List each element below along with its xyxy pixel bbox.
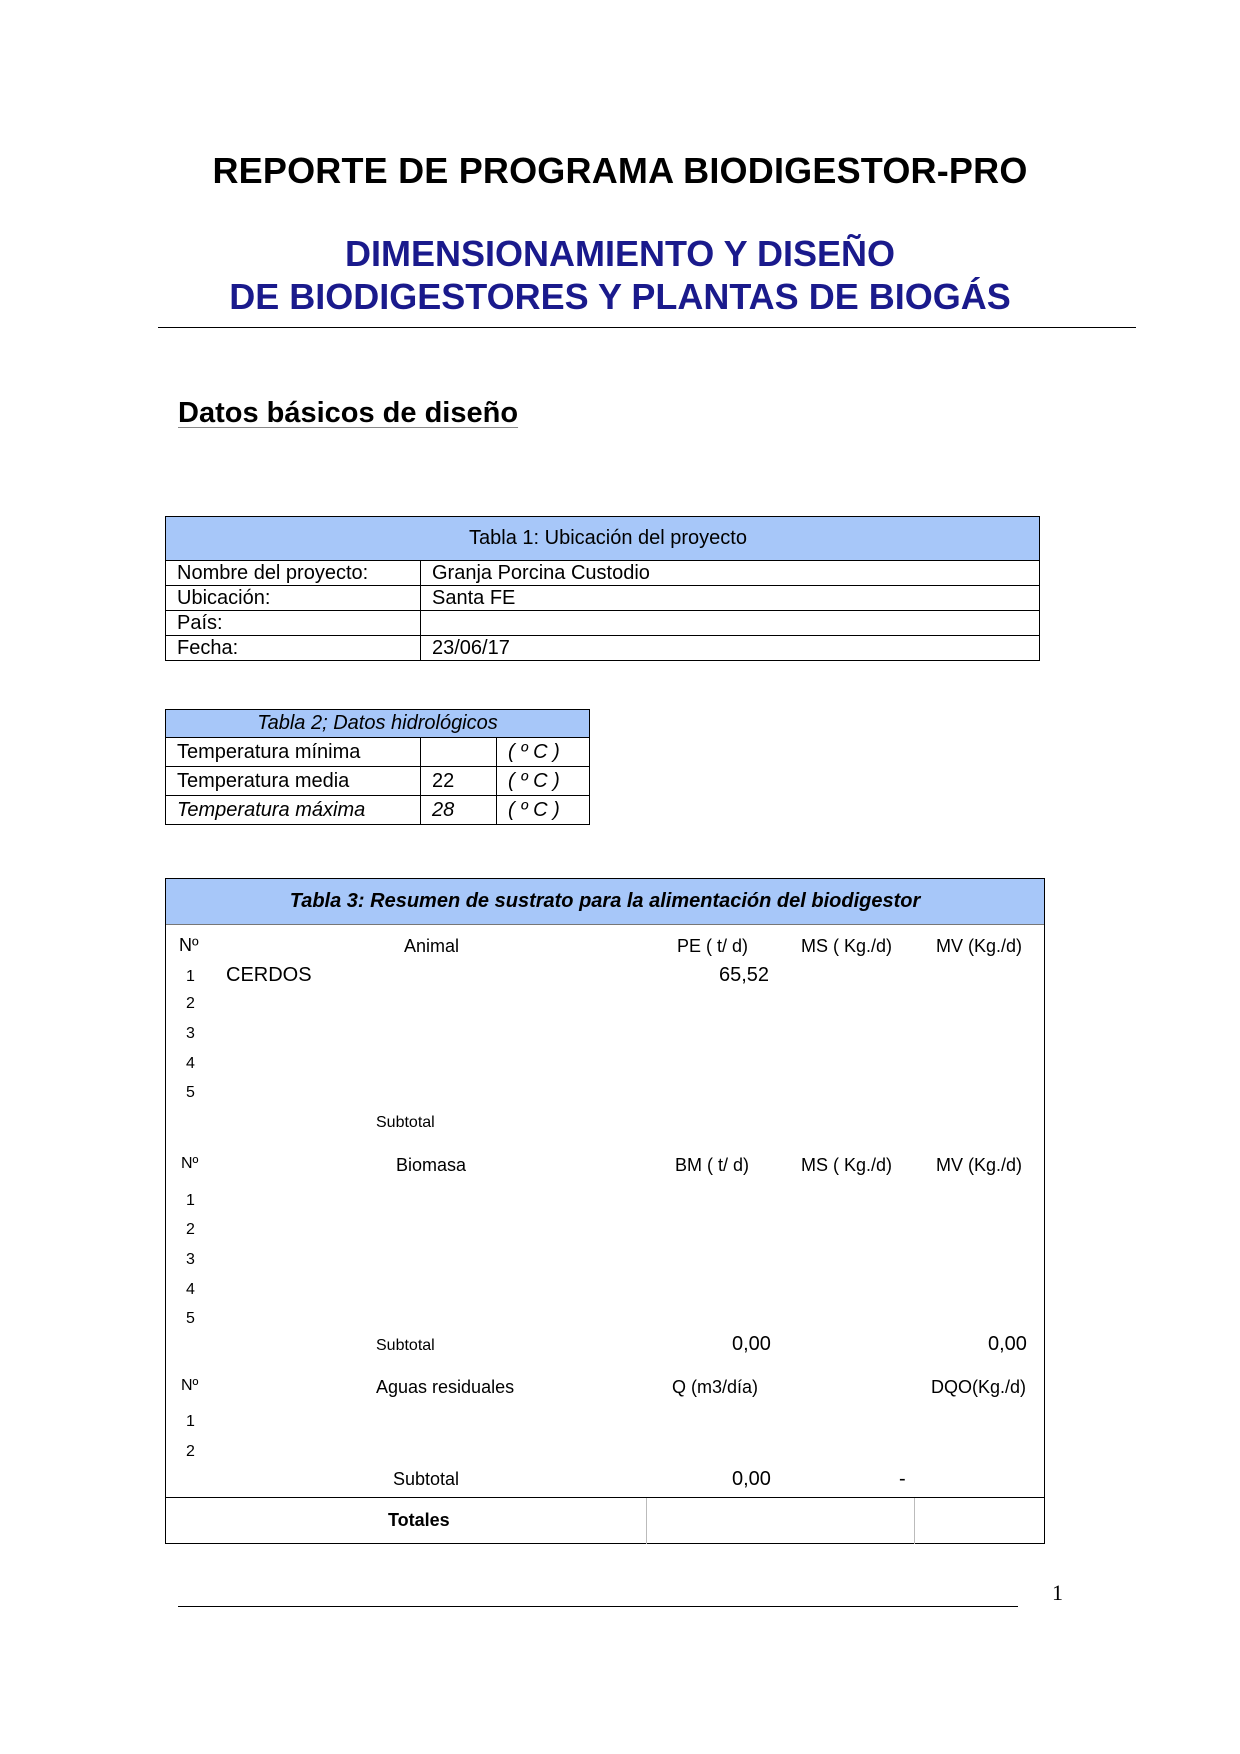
table-2-value: 22	[421, 767, 497, 796]
report-subtitle-line-1: DIMENSIONAMIENTO Y DISEÑO	[344, 233, 896, 274]
aguas-header-dqo: DQO(Kg./d)	[931, 1377, 1027, 1397]
animal-row-number: 4	[186, 1055, 195, 1072]
animal-row-number: 1	[186, 968, 195, 985]
table-hydrological-data	[165, 709, 590, 825]
biomasa-row-number: 5	[186, 1310, 195, 1327]
table-2-unit: ( º C )	[497, 738, 590, 767]
animal-header-ms: MS ( Kg./d)	[801, 936, 893, 956]
animal-row-number: 5	[186, 1084, 195, 1101]
animal-row-pe: 65,52	[719, 964, 770, 986]
table-1-title: Tabla 1: Ubicación del proyecto	[166, 517, 1040, 561]
table-1-value: 23/06/17	[421, 636, 1040, 661]
table-1-value: Granja Porcina Custodio	[421, 561, 1040, 586]
footer-rule	[178, 1606, 1018, 1607]
totals-label: Totales	[388, 1510, 450, 1530]
aguas-row-number: 2	[186, 1443, 195, 1460]
table-3-title: Tabla 3: Resumen de sustrato para la alimentación del biodigestor	[166, 879, 1044, 925]
table-2-unit: ( º C )	[497, 796, 590, 825]
page-number: 1	[1052, 1580, 1063, 1605]
biomasa-header-no: Nº	[181, 1155, 199, 1172]
aguas-subtotal-dash: -	[899, 1468, 906, 1490]
table-2-label: Temperatura máxima	[166, 796, 421, 825]
aguas-header-no: Nº	[181, 1377, 199, 1394]
aguas-row-number: 1	[186, 1413, 195, 1430]
biomasa-subtotal-bm: 0,00	[732, 1333, 771, 1355]
animal-subtotal-label: Subtotal	[376, 1114, 435, 1131]
totals-column-divider	[914, 1498, 915, 1544]
biomasa-header-name: Biomasa	[396, 1155, 467, 1175]
animal-row-name: CERDOS	[226, 964, 312, 986]
animal-header-pe: PE ( t/ d)	[677, 936, 749, 956]
biomasa-row-number: 4	[186, 1281, 195, 1298]
table-1-label: Fecha:	[166, 636, 421, 661]
aguas-subtotal-label: Subtotal	[393, 1469, 460, 1489]
header-divider	[158, 327, 1136, 328]
table-1-label: País:	[166, 611, 421, 636]
table-2-value: 28	[421, 796, 497, 825]
biomasa-row-number: 3	[186, 1251, 195, 1268]
aguas-subtotal-q: 0,00	[732, 1468, 771, 1490]
biomasa-subtotal-label: Subtotal	[376, 1337, 435, 1354]
table-2-value	[421, 738, 497, 767]
animal-row-number: 3	[186, 1025, 195, 1042]
animal-row-number: 2	[186, 995, 195, 1012]
table-1-label: Ubicación:	[166, 586, 421, 611]
table-substrate-summary	[165, 878, 1045, 1544]
table-2-title: Tabla 2; Datos hidrológicos	[166, 710, 590, 738]
biomasa-row-number: 1	[186, 1192, 195, 1209]
report-title: REPORTE DE PROGRAMA BIODIGESTOR-PRO	[212, 150, 1028, 191]
totals-row	[166, 1497, 1044, 1544]
section-heading: Datos básicos de diseño	[178, 397, 519, 429]
table-1-value	[421, 611, 1040, 636]
table-2-unit: ( º C )	[497, 767, 590, 796]
table-1-label: Nombre del proyecto:	[166, 561, 421, 586]
biomasa-header-ms: MS ( Kg./d)	[801, 1155, 893, 1175]
aguas-header-q: Q (m3/día)	[672, 1377, 759, 1397]
table-project-location	[165, 516, 1040, 661]
animal-header-no: Nº	[179, 935, 199, 955]
report-subtitle-line-2: DE BIODIGESTORES Y PLANTAS DE BIOGÁS	[229, 276, 1011, 317]
biomasa-header-mv: MV (Kg./d)	[936, 1155, 1023, 1175]
animal-header-mv: MV (Kg./d)	[936, 936, 1023, 956]
table-2-label: Temperatura media	[166, 767, 421, 796]
biomasa-header-bm: BM ( t/ d)	[675, 1155, 750, 1175]
aguas-header-name: Aguas residuales	[376, 1377, 515, 1397]
animal-header-name: Animal	[404, 936, 460, 956]
totals-column-divider	[646, 1498, 647, 1544]
table-1-value: Santa FE	[421, 586, 1040, 611]
biomasa-subtotal-mv: 0,00	[988, 1333, 1027, 1355]
table-2-label: Temperatura mínima	[166, 738, 421, 767]
biomasa-row-number: 2	[186, 1221, 195, 1238]
